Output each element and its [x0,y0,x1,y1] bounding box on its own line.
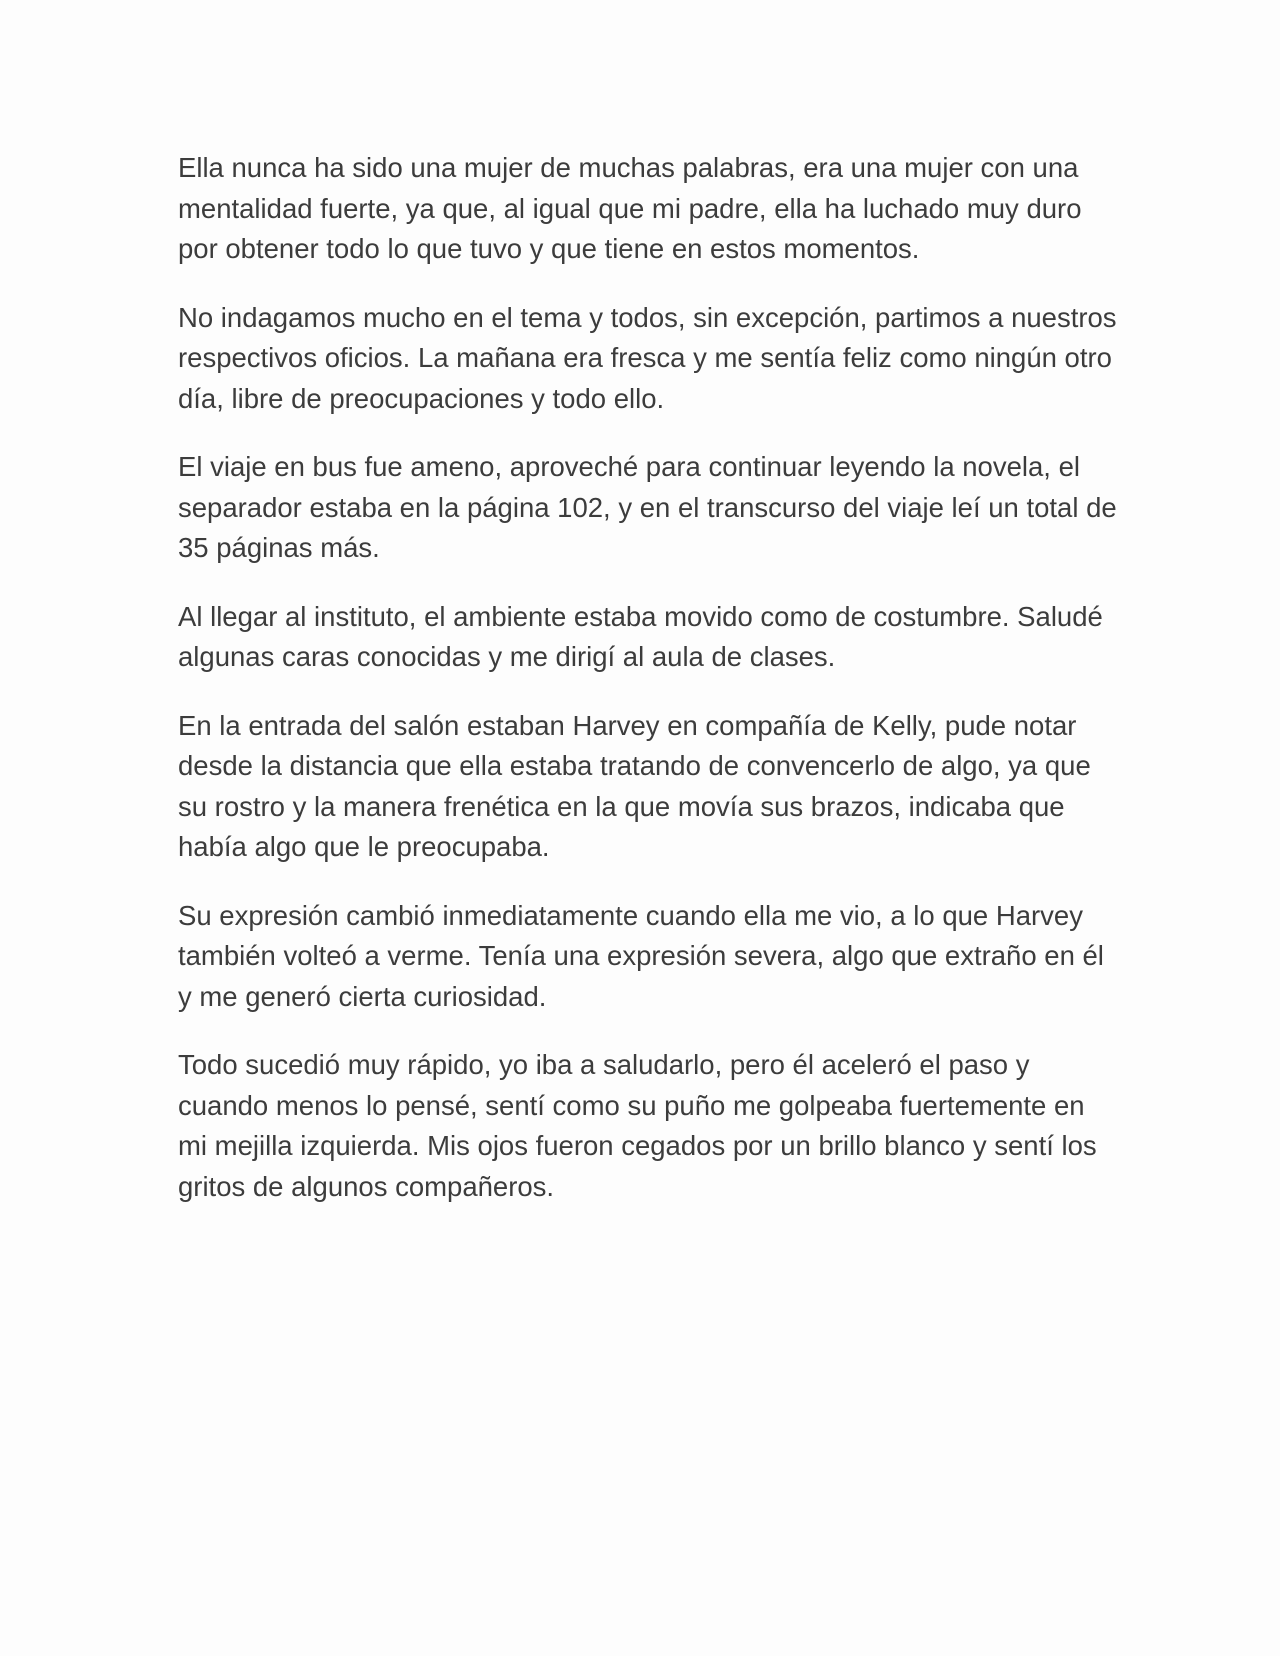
paragraph: No indagamos mucho en el tema y todos, sin excepción, partimos a nuestros respectivos oficios. La mañana era fresca y me sentía feliz como ningún otro día, libre de preocupaciones y todo ello. [178,301,1117,414]
paragraph: En la entrada del salón estaban Harvey en compañía de Kelly, pude notar desde la distancia que ella estaba tratando de convencerlo de algo, ya que su rostro y la manera frenética en la que movía sus brazos, indicaba que había algo que le preocupaba. [178,709,1091,862]
document-page [178,148,1118,1235]
paragraph: Ella nunca ha sido una mujer de muchas palabras, era una mujer con una mentalidad fuerte, ya que, al igual que mi padre, ella ha luchado muy duro por obtener todo lo que tuvo y que tiene en estos momentos. [178,152,1082,264]
paragraph: Su expresión cambió inmediatamente cuando ella me vio, a lo que Harvey también volteó a verme. Tenía una expresión severa, algo que extraño en él y me generó cierta curiosidad. [178,899,1104,1012]
paragraph: Todo sucedió muy rápido, yo iba a saludarlo, pero él aceleró el paso y cuando menos lo pensé, sentí como su puño me golpeaba fuertemente en mi mejilla izquierda. Mis ojos fueron cegados por un brillo blanco y sentí los gritos de algunos compañeros. [178,1049,1097,1202]
paragraph: El viaje en bus fue ameno, aproveché para continuar leyendo la novela, el separador estaba en la página 102, y en el transcurso del viaje leí un total de 35 páginas más. [178,451,1117,563]
paragraph: Al llegar al instituto, el ambiente estaba movido como de costumbre. Saludé algunas caras conocidas y me dirigí al aula de clases. [178,600,1103,672]
